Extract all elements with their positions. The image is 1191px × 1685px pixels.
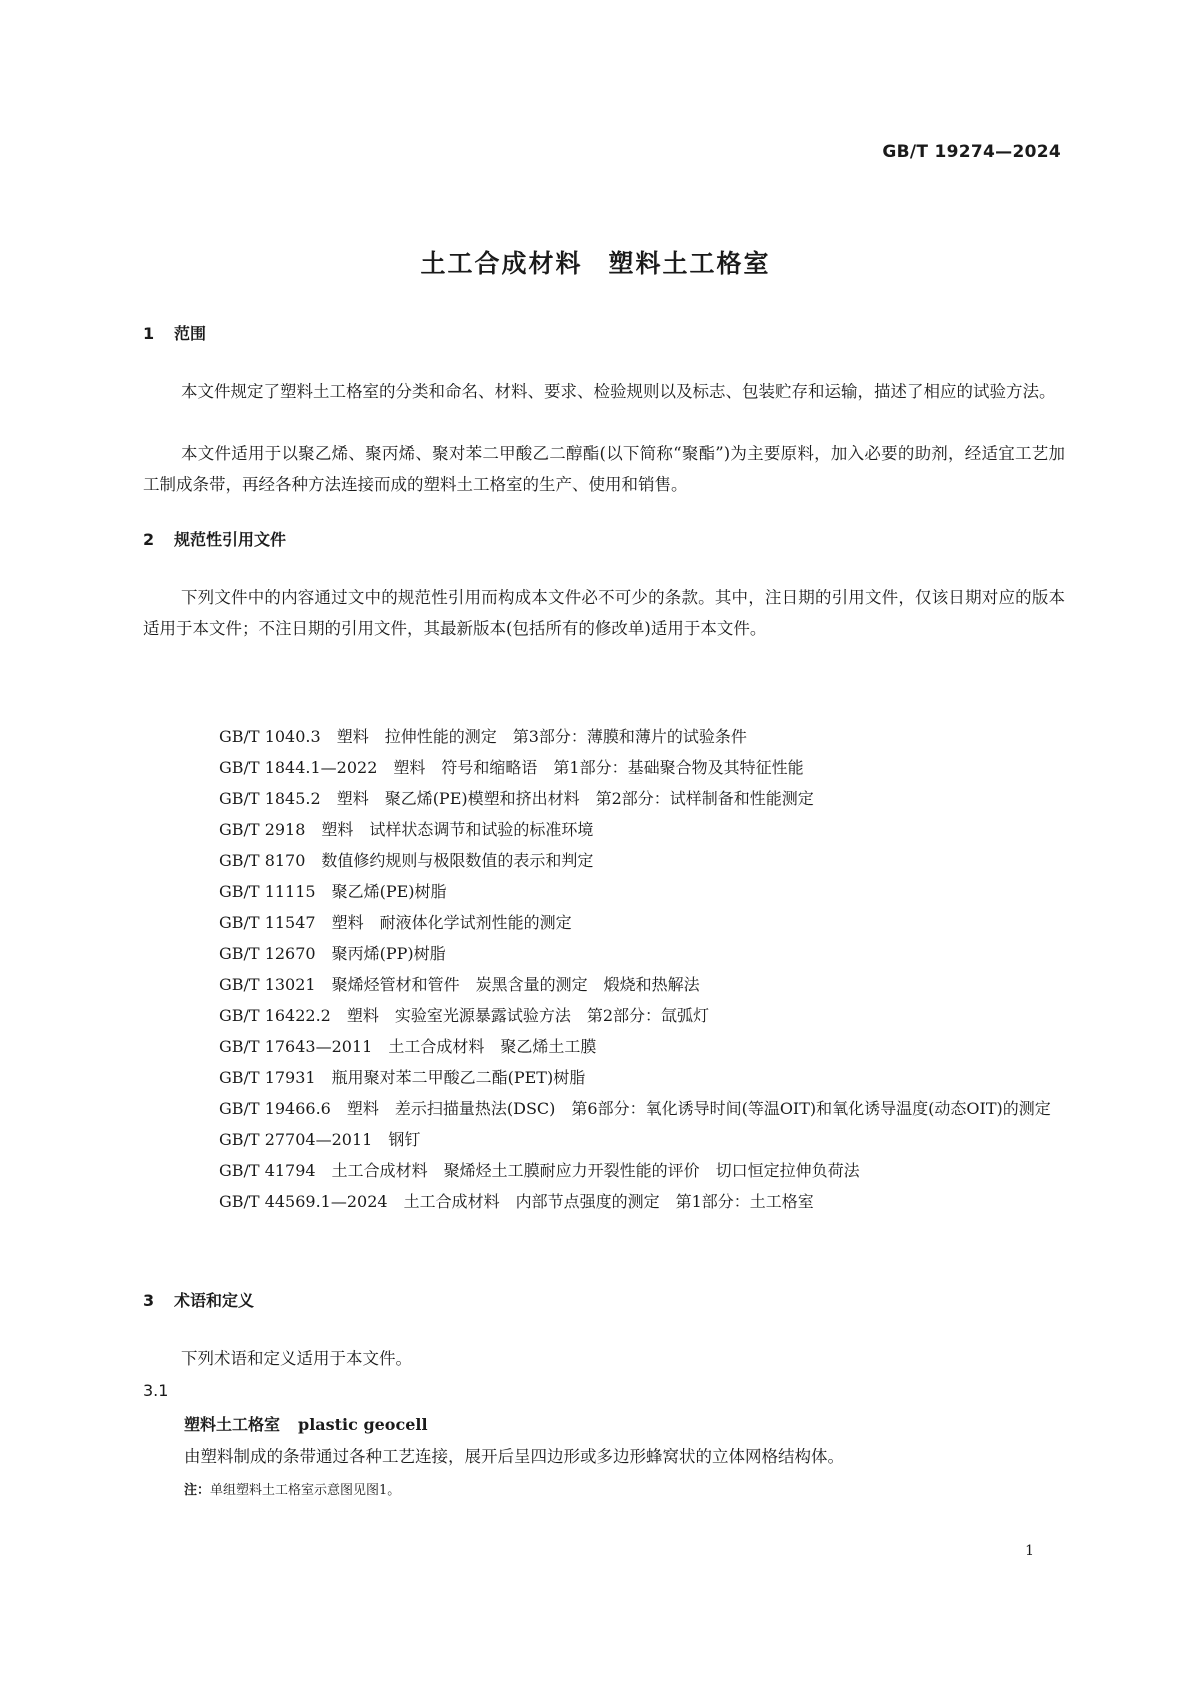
reference-item: [143, 1124, 1065, 1155]
reference-code: GB/T 11115: [219, 882, 316, 901]
reference-code: GB/T 19466.6: [219, 1099, 331, 1118]
reference-item: [143, 938, 1065, 969]
reference-code: GB/T 2918: [219, 820, 306, 839]
reference-title: 瓶用聚对苯二甲酸乙二酯(PET)树脂: [331, 1068, 586, 1087]
reference-title: 塑料 实验室光源暴露试验方法 第2部分：氙弧灯: [346, 1006, 710, 1025]
reference-item: [143, 721, 1065, 752]
terms-intro: 下列术语和定义适用于本文件。: [181, 1349, 412, 1368]
reference-code: GB/T 1844.1—2022: [219, 758, 378, 777]
reference-title: 土工合成材料 内部节点强度的测定 第1部分：土工格室: [403, 1192, 814, 1211]
title-part-1: 土工合成材料: [420, 249, 583, 278]
section-title: 范围: [174, 324, 207, 343]
reference-title: 塑料 试样状态调节和试验的标准环境: [321, 820, 594, 839]
reference-title: 塑料 拉伸性能的测定 第3部分：薄膜和薄片的试验条件: [336, 727, 747, 746]
reference-title: 聚烯烃管材和管件 炭黑含量的测定 煅烧和热解法: [331, 975, 700, 994]
page-number: 1: [1025, 1543, 1034, 1559]
reference-item: [143, 1062, 1065, 1093]
reference-code: GB/T 17643—2011: [219, 1037, 373, 1056]
reference-item: [143, 783, 1065, 814]
reference-item: [143, 814, 1065, 845]
reference-code: GB/T 12670: [219, 944, 316, 963]
section-number: 2: [143, 530, 155, 549]
section-1-heading: [143, 321, 206, 344]
reference-title: 土工合成材料 聚烯烃土工膜耐应力开裂性能的评价 切口恒定拉伸负荷法: [331, 1161, 860, 1180]
term-number: 3.1: [143, 1381, 169, 1400]
section-title: 术语和定义: [174, 1291, 255, 1310]
reference-code: GB/T 16422.2: [219, 1006, 331, 1025]
scope-paragraph-1: 本文件规定了塑料土工格室的分类和命名、材料、要求、检验规则以及标志、包装贮存和运输，描述了相应的试验方法。: [181, 382, 1056, 401]
section-2-heading: [143, 527, 286, 550]
term-name-zh: 塑料土工格室: [184, 1415, 281, 1434]
reference-title: 钢钉: [388, 1130, 421, 1149]
reference-item: [143, 752, 1065, 783]
reference-code: GB/T 11547: [219, 913, 316, 932]
reference-code: GB/T 8170: [219, 851, 306, 870]
term-name-en: plastic geocell: [298, 1415, 428, 1434]
reference-title: 塑料 符号和缩略语 第1部分：基础聚合物及其特征性能: [393, 758, 804, 777]
reference-item: [143, 969, 1065, 1000]
note-label: 注：: [184, 1483, 211, 1498]
reference-list: [143, 721, 1065, 1217]
title-part-2: 塑料土工格室: [608, 249, 771, 278]
reference-item: [143, 1031, 1065, 1062]
reference-code: GB/T 41794: [219, 1161, 316, 1180]
reference-code: GB/T 1040.3: [219, 727, 321, 746]
reference-item: [143, 876, 1065, 907]
reference-item: [143, 1093, 1065, 1124]
reference-item: [143, 1000, 1065, 1031]
standard-number: GB/T 19274—2024: [882, 142, 1061, 162]
reference-item: [143, 907, 1065, 938]
term-definition: 由塑料制成的条带通过各种工艺连接，展开后呈四边形或多边形蜂窝状的立体网格结构体。: [184, 1447, 844, 1466]
reference-title: 聚乙烯(PE)树脂: [331, 882, 447, 901]
section-number: 3: [143, 1291, 155, 1310]
references-intro: 下列文件中的内容通过文中的规范性引用而构成本文件必不可少的条款。其中，注日期的引用文件，仅该日期对应的版本适用于本文件；不注日期的引用文件，其最新版本(包括所有的修改单)适用于本文件。: [143, 588, 1065, 638]
section-title: 规范性引用文件: [174, 530, 287, 549]
reference-item: [143, 1155, 1065, 1186]
reference-code: GB/T 1845.2: [219, 789, 321, 808]
note-text: 单组塑料土工格室示意图见图1。: [210, 1483, 401, 1498]
term-name: [184, 1412, 428, 1435]
reference-title: 塑料 聚乙烯(PE)模塑和挤出材料 第2部分：试样制备和性能测定: [336, 789, 814, 808]
reference-title: 聚丙烯(PP)树脂: [331, 944, 446, 963]
reference-item: [143, 845, 1065, 876]
reference-title: 塑料 差示扫描量热法(DSC) 第6部分：氧化诱导时间(等温OIT)和氧化诱导温度(动态OIT)的测定: [346, 1099, 1051, 1118]
section-number: 1: [143, 324, 155, 343]
reference-code: GB/T 44569.1—2024: [219, 1192, 388, 1211]
reference-code: GB/T 13021: [219, 975, 316, 994]
reference-code: GB/T 27704—2011: [219, 1130, 373, 1149]
term-note: [184, 1479, 400, 1498]
reference-title: 塑料 耐液体化学试剂性能的测定: [331, 913, 572, 932]
reference-title: 数值修约规则与极限数值的表示和判定: [321, 851, 594, 870]
reference-code: GB/T 17931: [219, 1068, 316, 1087]
section-3-heading: [143, 1288, 254, 1311]
scope-paragraph-2: 本文件适用于以聚乙烯、聚丙烯、聚对苯二甲酸乙二醇酯(以下简称“聚酯”)为主要原料，加入必要的助剂，经适宜工艺加工制成条带，再经各种方法连接而成的塑料土工格室的生产、使用和销售。: [143, 444, 1065, 494]
reference-title: 土工合成材料 聚乙烯土工膜: [388, 1037, 597, 1056]
reference-item: [143, 1186, 1065, 1217]
document-title: [0, 244, 1191, 280]
